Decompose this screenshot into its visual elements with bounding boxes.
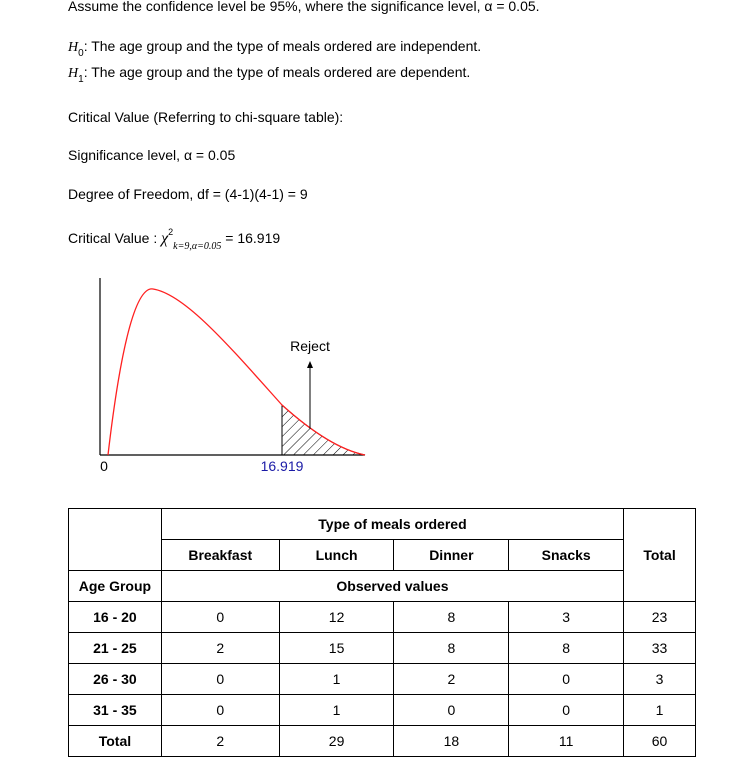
cell: 8 [394,602,509,633]
table-row [69,602,696,633]
alt-hypothesis [68,64,471,85]
corner-cell-2 [69,540,162,571]
snacks-header: Snacks [509,540,624,571]
table-row [69,633,696,664]
cell: 2 [161,726,279,757]
row-total: 3 [624,664,696,695]
chi-symbol: χ [161,230,169,247]
critical-value-line [68,227,281,252]
chi-square-graph [90,272,380,482]
cell: 2 [161,633,279,664]
cell: 0 [394,695,509,726]
observed-values-header: Observed values [161,571,623,602]
row-total: 1 [624,695,696,726]
rejection-region [282,405,365,455]
age-group-header: Age Group [69,571,162,602]
total-header-bottom [624,571,696,602]
cell: 2 [394,664,509,695]
row-label: 26 - 30 [69,664,162,695]
lunch-header: Lunch [279,540,394,571]
cell: 0 [161,664,279,695]
h0-subscript: 0 [78,48,84,59]
total-header: Total [624,540,696,571]
critical-value: = 16.919 [221,230,281,246]
critical-label: Critical Value : [68,230,162,246]
row-label: 31 - 35 [69,695,162,726]
cell: 0 [509,664,624,695]
row-total: 33 [624,633,696,664]
cell: 12 [279,602,394,633]
total-row [69,726,696,757]
chi-square-curve [108,289,365,455]
observed-values-table [68,508,696,757]
row-label: 21 - 25 [69,633,162,664]
chi-subscript: k=9,α=0.05 [173,241,222,252]
cell: 0 [161,695,279,726]
h1-text: : The age group and the type of meals ordered are dependent. [83,64,471,80]
grand-total: 60 [624,726,696,757]
row-label: 16 - 20 [69,602,162,633]
corner-cell [69,509,162,540]
h0-symbol: H [68,40,79,55]
cell: 1 [279,664,394,695]
zero-label: 0 [100,458,108,474]
cell: 8 [509,633,624,664]
reject-arrow-head [307,361,313,368]
cell: 3 [509,602,624,633]
total-row-label: Total [69,726,162,757]
cell: 1 [279,695,394,726]
table-row [69,664,696,695]
assumption-text: Assume the confidence level be 95%, where the significance level, α = 0.05. [68,0,540,14]
table-row [69,695,696,726]
h0-text: : The age group and the type of meals ordered are independent. [83,38,482,54]
cell: 11 [509,726,624,757]
type-of-meals-header: Type of meals ordered [161,509,623,540]
chi-superscript: 2 [168,227,174,237]
breakfast-header: Breakfast [161,540,279,571]
critical-value-label: 16.919 [260,458,304,474]
significance-line: Significance level, α = 0.05 [68,147,236,163]
cell: 18 [394,726,509,757]
dof-line: Degree of Freedom, df = (4-1)(4-1) = 9 [68,186,308,202]
null-hypothesis [68,38,482,59]
cell: 8 [394,633,509,664]
cell: 15 [279,633,394,664]
cell: 29 [279,726,394,757]
h1-subscript: 1 [78,74,84,85]
h1-symbol: H [68,66,79,81]
reject-label: Reject [290,338,330,354]
dinner-header: Dinner [394,540,509,571]
critical-heading: Critical Value (Referring to chi-square table): [68,109,344,125]
cell: 0 [161,602,279,633]
row-total: 23 [624,602,696,633]
total-header-top [624,509,696,540]
cell: 0 [509,695,624,726]
